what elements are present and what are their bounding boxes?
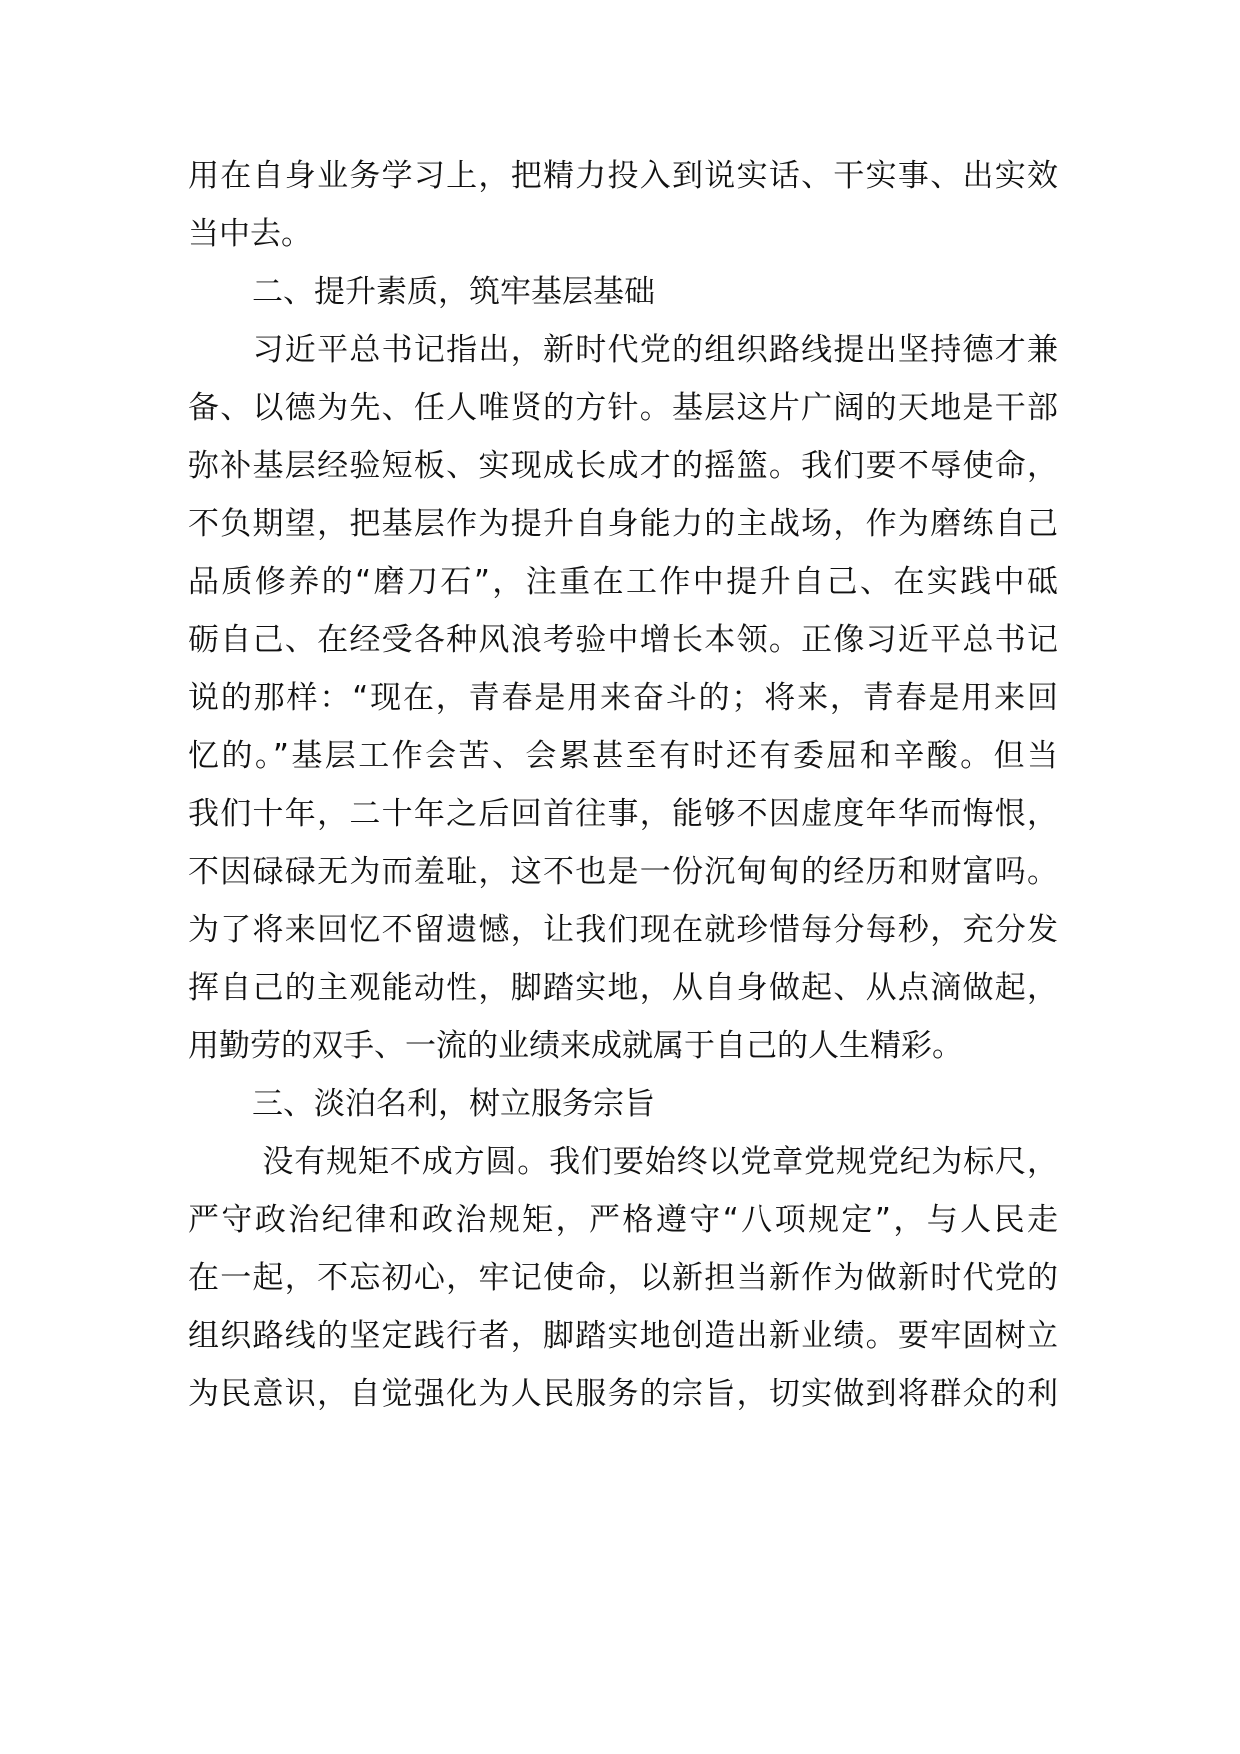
paragraph-line: 我们十年，二十年之后回首往事，能够不因虚度年华而悔恨，: [188, 796, 1058, 832]
paragraph-line: 说的那样：“现在，青春是用来奋斗的；将来，青春是用来回: [188, 680, 1058, 716]
paragraph-line: 品质修养的“磨刀石”，注重在工作中提升自己、在实践中砥: [188, 564, 1058, 600]
paragraph-line: 忆的。”基层工作会苦、会累甚至有时还有委屈和辛酸。但当: [188, 738, 1058, 774]
paragraph-line: 弥补基层经验短板、实现成长成才的摇篮。我们要不辱使命，: [188, 448, 1058, 484]
paragraph-line: 砺自己、在经受各种风浪考验中增长本领。正像习近平总书记: [188, 622, 1058, 658]
paragraph-line: 在一起，不忘初心，牢记使命，以新担当新作为做新时代党的: [188, 1260, 1058, 1296]
paragraph-line: 为民意识，自觉强化为人民服务的宗旨，切实做到将群众的利: [188, 1376, 1058, 1412]
paragraph-line: 备、以德为先、任人唯贤的方针。基层这片广阔的天地是干部: [188, 390, 1058, 426]
paragraph-line: 组织路线的坚定践行者，脚踏实地创造出新业绩。要牢固树立: [188, 1318, 1058, 1354]
paragraph-line: 习近平总书记指出，新时代党的组织路线提出坚持德才兼: [188, 332, 1058, 368]
paragraph-line: 不负期望，把基层作为提升自身能力的主战场，作为磨练自己: [188, 506, 1058, 542]
section-heading: 三、淡泊名利，树立服务宗旨: [252, 1086, 655, 1122]
paragraph-line: 没有规矩不成方圆。我们要始终以党章党规党纪为标尺，: [188, 1144, 1058, 1180]
paragraph-line: 用在自身业务学习上，把精力投入到说实话、干实事、出实效: [188, 158, 1058, 194]
section-heading: 二、提升素质，筑牢基层基础: [252, 274, 655, 310]
paragraph-line: 挥自己的主观能动性，脚踏实地，从自身做起、从点滴做起，: [188, 970, 1058, 1006]
paragraph-line: 严守政治纪律和政治规矩，严格遵守“八项规定”，与人民走: [188, 1202, 1058, 1238]
paragraph-line: 用勤劳的双手、一流的业绩来成就属于自己的人生精彩。: [188, 1028, 963, 1064]
paragraph-line: 当中去。: [188, 216, 312, 252]
paragraph-line: 不因碌碌无为而羞耻，这不也是一份沉甸甸的经历和财富吗。: [188, 854, 1058, 890]
paragraph-line: 为了将来回忆不留遗憾，让我们现在就珍惜每分每秒，充分发: [188, 912, 1058, 948]
